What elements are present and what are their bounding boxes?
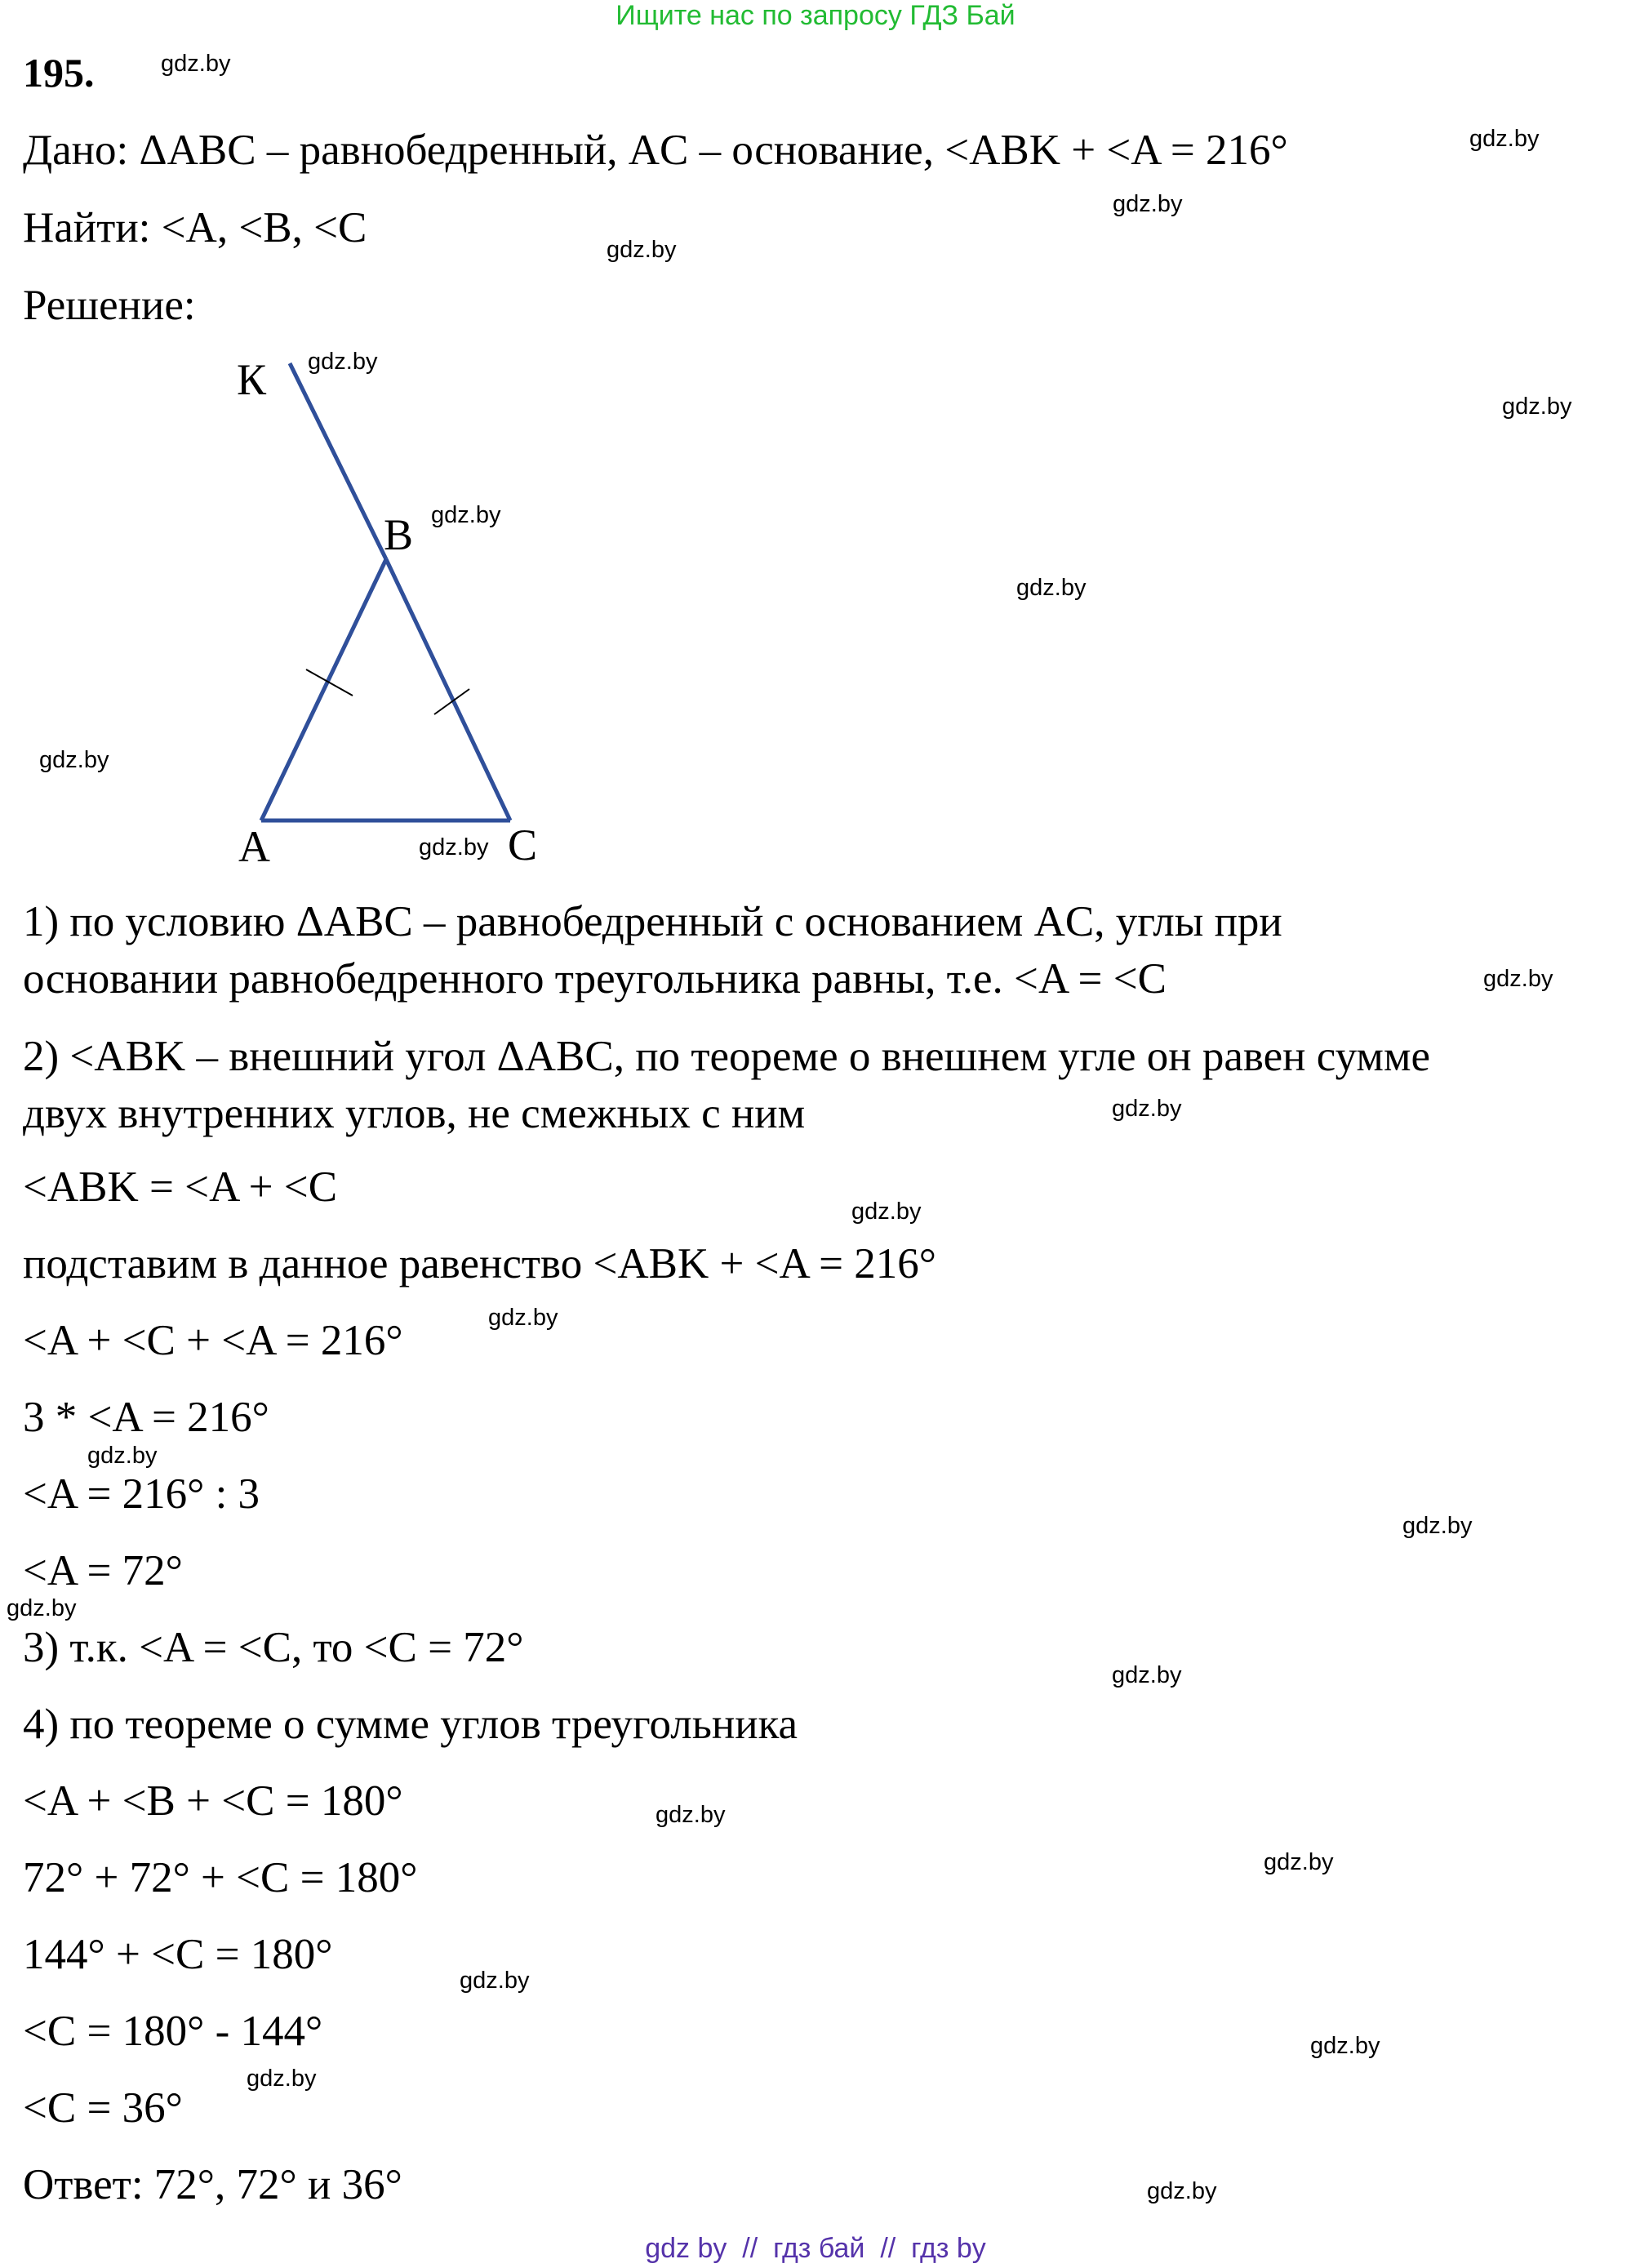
vertex-label-c: C [508, 820, 538, 869]
find-line: Найти: <A, <B, <C [23, 204, 367, 251]
equation-line: <A + <B + <C = 180° [23, 1777, 403, 1825]
answer-line: Ответ: 72°, 72° и 36° [23, 2161, 402, 2208]
triangle-diagram [220, 343, 596, 874]
segment-kb [290, 363, 386, 559]
watermark: gdz.by [1310, 2033, 1380, 2059]
step-line: подставим в данное равенство <ABK + <A = 216° [23, 1240, 936, 1287]
watermark: gdz.by [1016, 575, 1087, 601]
watermark: gdz.by [1264, 1849, 1334, 1875]
equation-line: <ABK = <A + <C [23, 1163, 338, 1211]
header-search-link[interactable]: Ищите нас по запросу ГДЗ Бай [616, 0, 1015, 31]
watermark: gdz.by [308, 349, 378, 375]
problem-number: 195. [23, 50, 95, 96]
watermark: gdz.by [431, 502, 501, 528]
step-line: 3) т.к. <A = <C, то <C = 72° [23, 1624, 524, 1671]
watermark: gdz.by [1147, 2178, 1217, 2204]
equation-line: <C = 36° [23, 2084, 183, 2132]
equation-line: <A = 72° [23, 1547, 183, 1594]
watermark: gdz.by [1402, 1513, 1473, 1539]
watermark: gdz.by [161, 51, 231, 77]
vertex-label-k: К [237, 355, 267, 404]
segment-bc [386, 559, 510, 820]
watermark: gdz.by [1502, 394, 1572, 420]
watermark: gdz.by [851, 1198, 922, 1225]
watermark: gdz.by [1112, 1096, 1182, 1122]
step-line: основании равнобедренного треугольника равны, т.е. <A = <C [23, 955, 1167, 1003]
watermark: gdz.by [607, 237, 677, 263]
step-line: 2) <ABK – внешний угол ΔABC, по теореме о внешнем угле он равен сумме [23, 1033, 1431, 1080]
watermark: gdz.by [87, 1443, 158, 1469]
equation-line: <A + <C + <A = 216° [23, 1317, 403, 1364]
equation-line: <C = 180° - 144° [23, 2008, 323, 2055]
watermark: gdz.by [460, 1968, 530, 1994]
watermark: gdz.by [39, 747, 109, 773]
equation-line: 3 * <A = 216° [23, 1394, 269, 1441]
watermark: gdz.by [1113, 191, 1183, 217]
segment-ba [261, 559, 386, 820]
step-line: двух внутренних углов, не смежных с ним [23, 1090, 806, 1137]
solution-label: Решение: [23, 282, 196, 329]
equation-line: 144° + <C = 180° [23, 1931, 333, 1978]
footer-links[interactable]: gdz by // гдз бай // гдз by [645, 2233, 986, 2264]
watermark: gdz.by [1469, 126, 1540, 152]
watermark: gdz.by [656, 1802, 726, 1828]
step-line: 4) по теореме о сумме углов треугольника [23, 1701, 798, 1748]
watermark: gdz.by [488, 1305, 558, 1331]
vertex-label-b: B [384, 510, 414, 559]
vertex-label-a: A [238, 822, 270, 871]
watermark: gdz.by [7, 1595, 77, 1621]
equation-line: <A = 216° : 3 [23, 1470, 260, 1518]
equation-line: 72° + 72° + <C = 180° [23, 1854, 418, 1901]
given-line: Дано: ΔABC – равнобедренный, AC – основание, <ABK + <A = 216° [23, 127, 1288, 174]
triangle-figure [220, 343, 596, 874]
watermark: gdz.by [419, 834, 489, 861]
watermark: gdz.by [1483, 966, 1553, 992]
watermark: gdz.by [247, 2066, 317, 2092]
watermark: gdz.by [1112, 1662, 1182, 1688]
step-line: 1) по условию ΔABC – равнобедренный с основанием AC, углы при [23, 898, 1282, 945]
